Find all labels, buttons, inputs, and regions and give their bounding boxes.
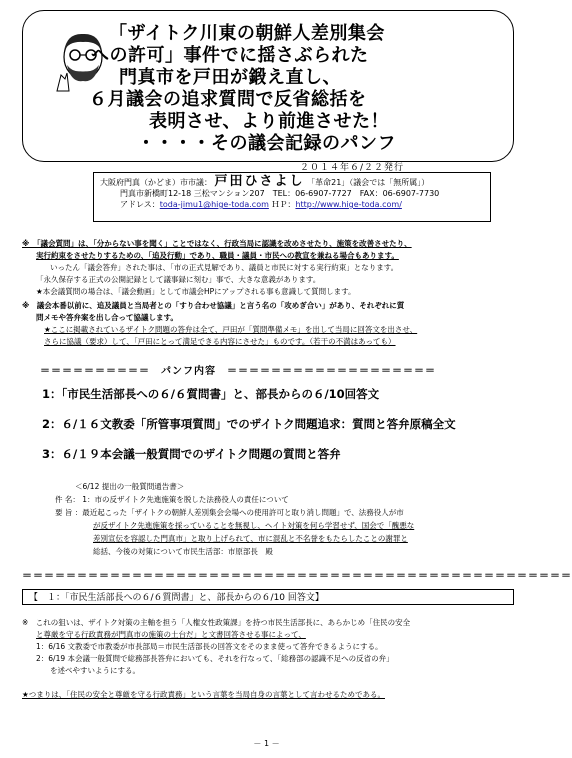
author-prefix: 大阪府門真（かどま）市市議： — [100, 178, 212, 187]
note-negotiation — [22, 300, 517, 348]
email-link[interactable]: toda-jimu1@hige-toda.com — [159, 200, 269, 209]
author-info-box — [93, 172, 491, 222]
aim-block — [22, 617, 517, 701]
note1-line4: 「永久保存する正式の公開記録として議事録に刻む」事で、大きな意義があります。 — [36, 275, 321, 284]
aim-line1: ※ これの狙いは、ザイトク対策の主軸を担う「人権女性政策課」を持つ市民生活部長に、あらかじめ「住民の安全 — [22, 618, 411, 627]
gist-line-1: ：最近起こった「ザイトクの朝鮮人差別集会会場への使用許可と取り消し問題」で、法務役人が市 — [74, 508, 404, 517]
title-line-4: ６月議会の追求質問で反省総括を — [89, 89, 367, 110]
note2-line2: 問メモや答弁案を出し合って協議します。 — [36, 313, 178, 322]
title-line-2: への許可」事件でに揺さぶられた — [91, 45, 369, 66]
hp-label: ＨＰ： — [271, 200, 296, 209]
title-line-6: ・・・・その議会記録のパンフ — [137, 133, 396, 154]
homepage-link[interactable]: http://www.hige-toda.com/ — [295, 200, 402, 209]
section1-header: 【 １：「市民生活部長への６/６質問書」と、部長からの６/10 回答文】 — [22, 589, 514, 605]
contents-separator: ＝＝＝＝＝＝＝＝＝＝ パンフ内容 ＝＝＝＝＝＝＝＝＝＝＝＝＝＝＝＝＝＝＝ — [40, 366, 436, 377]
author-name: 戸田ひさよし — [214, 174, 305, 189]
gist-line-2: が反ザイトク先進施策を採っていることを無視し、ヘイト対策を何ら学習せず、国会で「醜悪な — [93, 521, 415, 530]
contents-item-3: 3：６/１９本会議一般質問でのザイトク問題の質問と答弁 — [42, 447, 341, 461]
question-header: ＜6/12 提出の一般質問通告書＞ — [75, 482, 185, 491]
question-subject-row — [55, 493, 525, 506]
gist-line-3: 差別宣伝を容認した門真市」と取り上げられて、市に混乱と不名誉をもたらしたことの謝罪と — [93, 534, 408, 543]
email-label: アドレス： — [120, 200, 160, 209]
title-line-3: 門真市を戸田が鍛え直し、 — [119, 67, 341, 88]
note2-line4: さらに協議（要求）して、「戸田にとって満足できる内容にさせた」ものです。（若干の不満はあっても） — [44, 337, 396, 346]
aim-line3: 1：6/16 文教委で市教委が市長部局＝市民生活部長の回答文をそのまま使って答弁できるようにする。 — [36, 642, 383, 651]
title-box — [22, 10, 514, 162]
question-notice — [55, 480, 525, 558]
page-number: － 1 － — [253, 739, 280, 748]
gist-label: 要 旨 — [55, 508, 73, 517]
double-separator: ＝＝＝＝＝＝＝＝＝＝＝＝＝＝＝＝＝＝＝＝＝＝＝＝＝＝＝＝＝＝＝＝＝＝＝＝＝＝＝＝＝＝＝＝＝＝＝＝＝＝ — [22, 571, 572, 582]
subject-text: 1：市の反ザイトク先進施策を脱した法務役人の責任について — [82, 495, 289, 504]
author-name-row — [100, 176, 484, 188]
question-gist-row — [55, 506, 525, 519]
note-council-questions — [22, 238, 517, 298]
author-contact-row — [120, 199, 484, 210]
title-line-1: 「ザイトク川東の朝鮮人差別集会 — [109, 23, 385, 44]
pamphlet-title — [89, 23, 529, 155]
note1-line2: 実行約束をさせたりするための、「追及行動」であり、職員・議員・市民への教宣を兼ねる場合もあります。 — [36, 251, 399, 260]
contents-item-1: 1：「市民生活部長への６/６質問書」と、部長からの６/10回答文 — [42, 387, 380, 401]
title-line-5: 表明させ、より前進させた！ — [149, 111, 389, 132]
publish-date: ２０１４年６/２２発行 — [300, 163, 405, 173]
gist-line-4: 総括、今後の対策について市民生活部：市原部長 殿 — [93, 547, 273, 556]
contents-item-2: 2：６/１６文教委「所管事項質問」でのザイトク問題追求：質問と答弁原稿全文 — [42, 417, 456, 431]
author-address: 門真市新橋町12-18 三松マンション207 TEL：06-6907-7727 FAX：06-6907-7730 — [120, 189, 440, 198]
note1-line3: いったん「議会答弁」された事は、「市の正式見解であり、議員と市民に対する実行約束」となります。 — [50, 263, 399, 272]
note1-line1: ※ 「議会質問」は、「分からない事を聞く」ことではなく、行政当局に認識を改めさせたり、施策を改善させたり、 — [22, 239, 412, 248]
aim-line2: と尊厳を守る行政責務が門真市の施策の土台だ」と文書回答させる事によって、 — [36, 630, 306, 639]
aim-line4: 2：6/19 本会議一般質問で総務部長答弁においても、それを行なって、「総務部の認識不足への反省の弁」 — [36, 654, 394, 663]
note2-line1: ※ 議会本番以前に、追及議員と当局者との「すり合わせ協議」と言う名の「攻めぎ合い」があり、それぞれに質 — [22, 301, 405, 310]
note2-line3: ★ここに掲載されているザイトク問題の答弁は全て、戸田が「質問準備メモ」を出して当局に回答文を出させ、 — [44, 325, 418, 334]
aim-line6: ★つまりは、「住民の安全と尊厳を守る行政責務」という言葉を当局自身の言葉として言わせるためである。 — [22, 690, 385, 699]
author-party: 「革命21」（議会では「無所属」） — [307, 178, 430, 187]
aim-line5: を述べやすいようにする。 — [50, 666, 140, 675]
subject-label: 件 名： — [55, 495, 80, 504]
note1-line5: ★本会議質問の場合は、「議会動画」として市議会HPにアップされる事も意識して質問します。 — [36, 287, 356, 296]
